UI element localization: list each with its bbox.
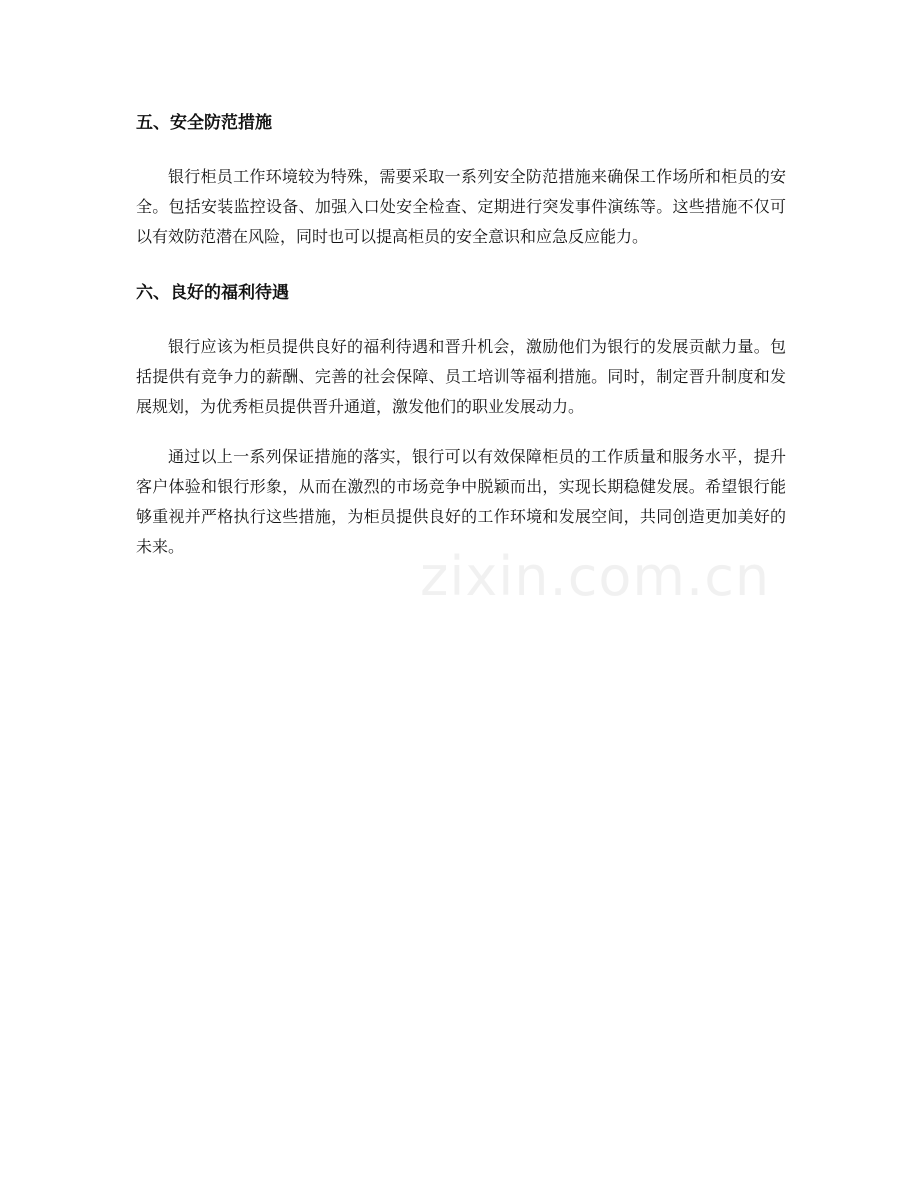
document-body — [136, 104, 786, 562]
section-paragraph-welfare: 银行应该为柜员提供良好的福利待遇和晋升机会，激励他们为银行的发展贡献力量。包括提供有竞争力的薪酬、完善的社会保障、员工培训等福利措施。同时，制定晋升制度和发展规划，为优秀柜员提供晋升通道，激发他们的职业发展动力。 — [136, 337, 786, 416]
section-paragraph-safety: 银行柜员工作环境较为特殊，需要采取一系列安全防范措施来确保工作场所和柜员的安全。包括安装监控设备、加强入口处安全检查、定期进行突发事件演练等。这些措施不仅可以有效防范潜在风险，同时也可以提高柜员的安全意识和应急反应能力。 — [136, 167, 786, 246]
section-heading-welfare: 六、良好的福利待遇 — [136, 283, 289, 303]
section-heading-safety: 五、安全防范措施 — [136, 113, 272, 133]
watermark: zixin.com.cn — [420, 545, 771, 608]
conclusion-paragraph: 通过以上一系列保证措施的落实，银行可以有效保障柜员的工作质量和服务水平，提升客户体验和银行形象，从而在激烈的市场竞争中脱颖而出，实现长期稳健发展。希望银行能够重视并严格执行这些措施，为柜员提供良好的工作环境和发展空间，共同创造更加美好的未来。 — [136, 447, 786, 556]
